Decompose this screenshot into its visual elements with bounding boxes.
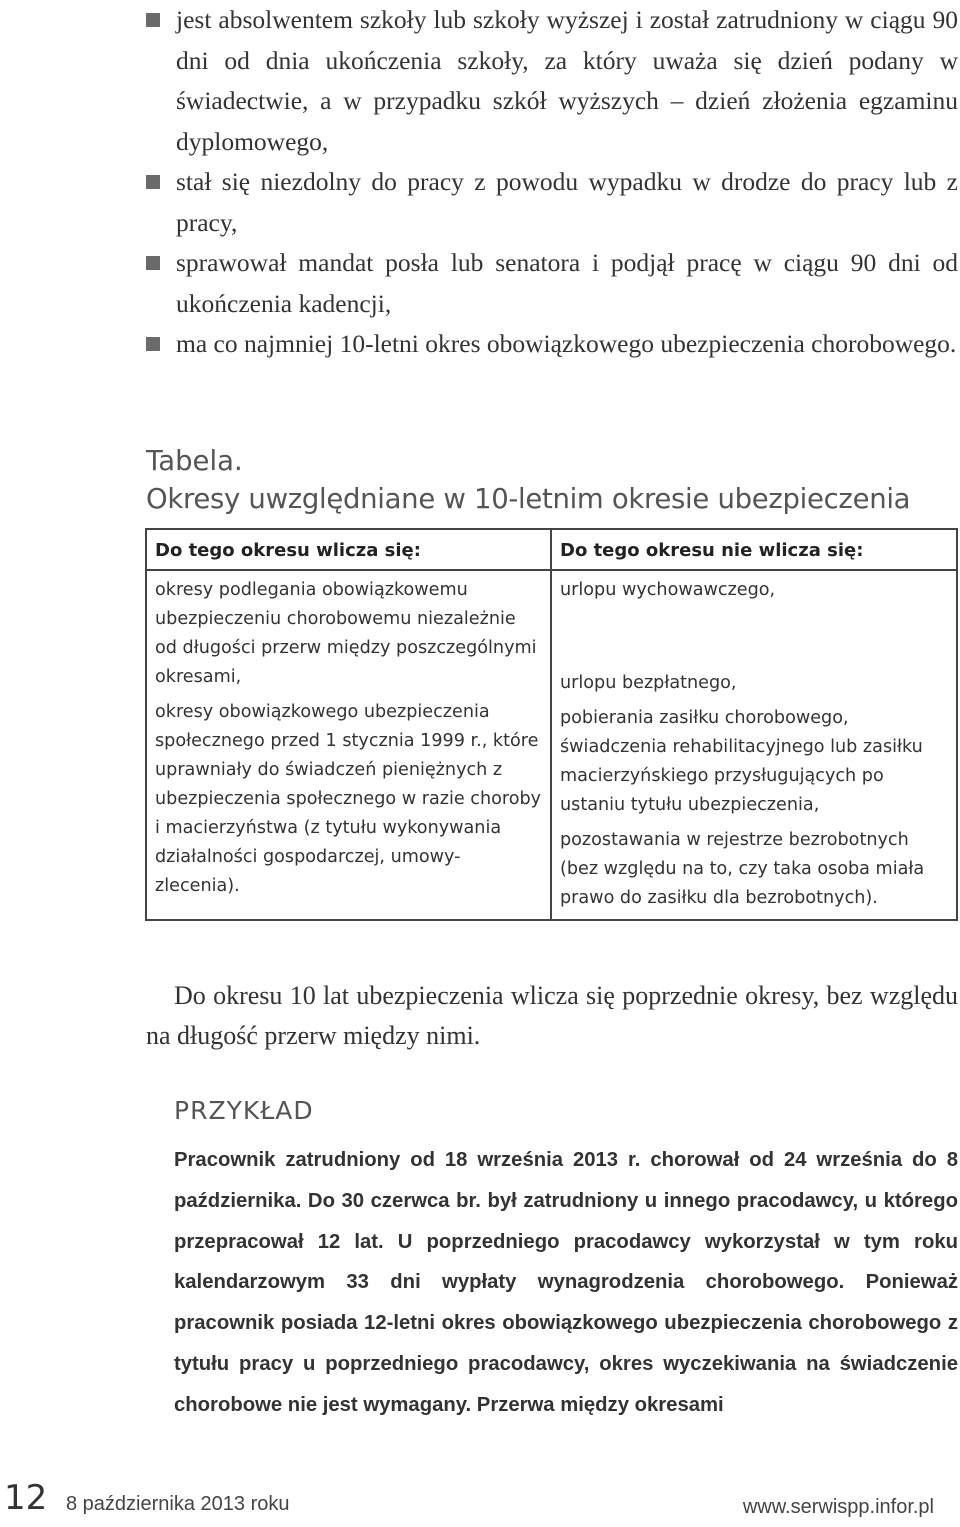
list-item-text: sprawował mandat posła lub senatora i podjął pracę w ciągu 90 dni od ukończenia kadencji, — [176, 248, 958, 318]
excluded-entry: urlopu wychowawczego, — [560, 580, 776, 600]
excluded-cell — [551, 570, 957, 920]
example-body: Pracownik zatrudniony od 18 września 2013 r. chorował od 24 września do 8 października. Do 30 czerwca br. był zatrudniony u innego pracodawcy, u którego przepracował 12 lat. U poprzedniego pracodawcy wykorzystał w tym roku kalendarzowym 33 dni wypłaty wynagrodzenia chorobowego. Ponieważ pracownik posiada 12-letni okres obowiązkowego ubezpieczenia chorobowego z tytułu pracy u poprzedniego pracodawcy, okres wyczekiwania na świadczenie chorobowe nie jest wymagany. Przerwa między okresami — [174, 1149, 958, 1416]
table-row — [146, 570, 957, 920]
list-item — [146, 162, 958, 243]
table-header-row — [146, 529, 957, 570]
excluded-entry: pobierania zasiłku chorobowego, świadczenia rehabilitacyjnego lub zasiłku macierzyńskiego przysługujących po ustaniu tytułu ubezpieczenia, — [560, 708, 923, 815]
square-bullet-icon — [146, 13, 160, 27]
issue-date: 8 października 2013 roku — [66, 1493, 290, 1515]
square-bullet-icon — [146, 256, 160, 270]
header-excluded: Do tego okresu nie wlicza się: — [551, 529, 957, 570]
example-heading: PRZYKŁAD — [174, 1096, 314, 1125]
included-cell — [146, 570, 551, 920]
table-label: Tabela. — [146, 445, 243, 477]
body-paragraph: Do okresu 10 lat ubezpieczenia wlicza się poprzednie okresy, bez względu na długość przerw między nimi. — [146, 981, 958, 1050]
page-number: 12 — [4, 1478, 48, 1518]
table-title: Okresy uwzględniane w 10-letnim okresie ubezpieczenia — [146, 483, 911, 515]
website-link[interactable]: www.serwispp.infor.pl — [742, 1496, 934, 1518]
included-entry: okresy podlegania obowiązkowemu ubezpieczeniu chorobowemu niezależnie od długości przerw między poszczególnymi okresami, — [155, 580, 537, 687]
square-bullet-icon — [146, 337, 160, 351]
list-item-text: stał się niezdolny do pracy z powodu wypadku w drodze do pracy lub z pracy, — [176, 167, 958, 237]
list-item-text: ma co najmniej 10-letni okres obowiązkowego ubezpieczenia chorobowego. — [176, 329, 957, 358]
table-caption — [146, 442, 910, 518]
periods-table — [145, 528, 958, 921]
excluded-entry: pozostawania w rejestrze bezrobotnych (bez względu na to, czy taka osoba miała prawo do zasiłku dla bezrobotnych). — [560, 830, 925, 908]
header-included: Do tego okresu wlicza się: — [146, 529, 551, 570]
square-bullet-icon — [146, 175, 160, 189]
list-item — [146, 0, 958, 162]
list-item — [146, 324, 958, 365]
excluded-entry: urlopu bezpłatnego, — [560, 673, 737, 693]
list-item-text: jest absolwentem szkoły lub szkoły wyższej i został zatrudniony w ciągu 90 dni od dnia ukończenia szkoły, za który uważa się dzień podany w świadectwie, a w przypadku szkół wyższych – dzień złożenia egzaminu dyplomowego, — [176, 5, 958, 156]
included-entry: okresy obowiązkowego ubezpieczenia społecznego przed 1 stycznia 1999 r., które uprawniały do świadczeń pieniężnych z ubezpieczenia społecznego w razie choroby i macierzyństwa (z tytułu wykonywania działalności gospodarczej, umowy-zlecenia). — [155, 702, 542, 896]
list-item — [146, 243, 958, 324]
bullet-list — [146, 0, 958, 365]
